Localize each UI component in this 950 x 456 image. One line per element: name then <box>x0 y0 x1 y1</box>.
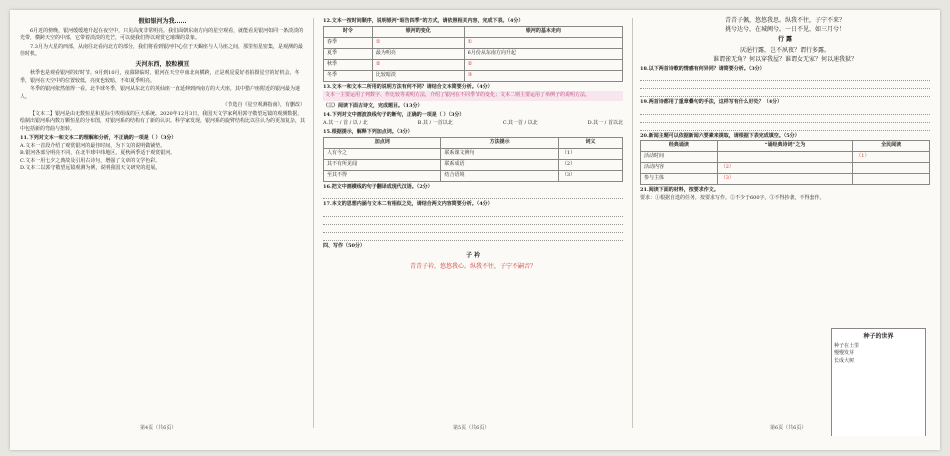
paragraph: 冬季的银河依然值得一看。北半球冬季，银河从东北方的英仙座一直延伸到西南方的大犬座，其中猎户座附近的银河最为迷人。 <box>20 86 301 100</box>
answer-field[interactable]: ③ <box>464 70 622 81</box>
section-heading: 天河东西，胶粒横亘 <box>135 60 190 68</box>
question-21: 21.阅读下面的材料，按要求作文。 <box>640 187 719 193</box>
page-number: 第5页（共6页） <box>453 424 490 431</box>
table-cell: 结合语境 <box>441 170 558 181</box>
poem-subtitle: 行 露 <box>777 36 793 43</box>
paragraph: 7.3月为大星的西部，从南往北看向北方的部分，我们将看到银河中心位于天蝎座与人马座之间，那里恒星密集，是观测的最佳时机。 <box>20 43 303 57</box>
figure-line: 长成大树 <box>834 357 855 364</box>
table-cell: 6月份从东南方向升起 <box>464 48 622 59</box>
table-cell: 参与主体 <box>641 174 718 185</box>
option-b[interactable]: B.其 / 一首以北 <box>417 119 453 126</box>
question-20: 20.新闻主题可以依据新闻六要素来提取，请根据下表完成填空。（5分） <box>640 132 800 139</box>
option-c[interactable]: C.文本一用七夕之典故及引用古诗句，增强了文章的文学色彩。 <box>20 157 161 164</box>
answer-field[interactable]: （2） <box>558 159 622 170</box>
answer-lines[interactable] <box>323 191 623 199</box>
answer-lines[interactable] <box>323 209 623 241</box>
table-header: 全民阅读 <box>853 141 930 152</box>
answer-lines[interactable] <box>640 107 930 131</box>
table-cell <box>717 152 853 163</box>
table-header: 方法提示 <box>441 137 558 148</box>
table-cell: 秋季 <box>324 59 373 70</box>
question-19: 19.两首诗都用了重章叠句的手法，这样写有什么好处？（4分） <box>640 99 783 105</box>
table-header: 词义 <box>558 137 622 148</box>
table-words <box>323 137 623 182</box>
source-note: （节选自《星空观测指南》，有删改） <box>222 102 305 108</box>
question-14: 14.下列对文中画波浪线句子的断句，正确的一项是（ ）（3分） <box>323 112 465 118</box>
table-cell: 活动时间 <box>641 152 718 163</box>
page-number: 第6页（共6页） <box>770 424 807 431</box>
poem-line: 青青子衿，悠悠我心。纵我不往，子宁不嗣音？ <box>409 262 536 270</box>
article-title: 假如银河为我…… <box>138 18 187 25</box>
column-2 <box>323 16 623 436</box>
option-a[interactable]: A.其一 / 首 / 以 / 北 <box>323 119 368 126</box>
answer-field[interactable]: ② <box>464 59 622 70</box>
page-number: 第4页（共6页） <box>140 424 177 431</box>
answer-field[interactable]: ① <box>464 37 622 48</box>
figure-box <box>831 328 926 436</box>
table-header: “诵经典诗词”之为 <box>717 141 853 152</box>
question-16: 16.把文中画横线的句子翻译成现代汉语。（2分） <box>323 183 433 190</box>
answer-field[interactable]: ① <box>372 37 464 48</box>
table-cell: 联系课文例句 <box>441 148 558 159</box>
table-seasons <box>323 26 623 82</box>
section-3-title: （三）阅读下面古诗文，完成题目。（13分） <box>323 102 423 109</box>
question-17: 17.本文的思想内涵与文本二有相似之处，请结合两文内容简要分析。（4分） <box>323 201 493 207</box>
answer-field[interactable]: （3） <box>717 174 853 185</box>
answer-field[interactable]: （2） <box>717 163 853 174</box>
table-cell: 其不有所见闻 <box>324 159 441 170</box>
question-12: 12.文本一按时间顺序，说明银河“昭告四季”的方式，请依照相关内容，完成下表。（4分） <box>323 18 524 24</box>
column-divider <box>313 18 314 428</box>
poem-line: 谁谓雀无角？何以穿我屋？谁谓女无家？何以速我狱？ <box>712 55 857 63</box>
table-header: 时令 <box>324 26 373 37</box>
figure-title: 种子的世界 <box>863 333 894 340</box>
option-b[interactable]: B.银河各部分明亮不同，在北半球中纬地区，夏秋两季适于观赏银河。 <box>20 150 176 156</box>
paragraph: 秋季也是观看银河的好时节。9月到10月，夜幕降临时，银河在天空中南北向横跨，正是观星爱好者拍摄星空的好机会。冬季，银河在天空中的位置较低，亮度也较暗，不如夏季明亮。 <box>20 70 300 84</box>
table-cell: 冬季 <box>324 70 373 81</box>
figure-line: 慢慢发芽 <box>834 350 855 356</box>
answer-field[interactable]: （1） <box>853 152 930 163</box>
figure-line: 种子在土里 <box>834 342 860 349</box>
poem-title: 子 衿 <box>465 252 481 259</box>
option-d[interactable]: D.文本二以郭守敬望远镜观测为例，说明我国天文研究的进展。 <box>20 165 161 171</box>
section-4-title: 四、写作（50分） <box>323 242 365 249</box>
table-cell: 活动内容 <box>641 163 718 174</box>
poem-line: 青青子佩，悠悠我思。纵我不往，子宁不来？ <box>724 17 845 24</box>
question-13: 13.文本一和文本二所用的说明方法有何不同？请结合文本简要分析。（4分） <box>323 83 493 90</box>
table-cell: 比较暗淡 <box>372 70 464 81</box>
essay-requirements: 要求：①根据自选的任务，按要求写作。②不少于600字。③不得抄袭，不得套作。 <box>640 194 825 201</box>
question-11: 11.下列对文本一和文本二的理解和分析，不正确的一项是（ ）（3分） <box>20 135 177 141</box>
table-news <box>640 140 930 185</box>
answer-field[interactable]: （3） <box>558 170 622 181</box>
material-two: 【文本二】银河是由无数恒星和星际尘埃组成的巨大系统。2020年12月3日，我国天文学家利用郭守敬望远镜的观测数据，绘制出银河系内数万颗恒星的分布图，对银河系的结构有了新的认识。科学家发现，银河系的旋臂结构比以往认为的更加复杂，其中包括新的弯曲与扭转。 <box>20 110 305 132</box>
poem-line: 挑兮达兮，在城阙兮。一日不见，如三月兮！ <box>724 26 845 33</box>
table-cell <box>853 163 930 174</box>
option-c[interactable]: C.其一首 / 以北 <box>502 119 538 126</box>
table-cell: 夏季 <box>324 48 373 59</box>
answer-lines[interactable] <box>640 73 930 97</box>
answer-13: 文本一主要运用了列数字、作比较等说明方法，介绍了银河在不同季节的变化；文本二则主要运用了举例子的说明方法。 <box>323 91 623 101</box>
poem-line: 厌浥行露，岂不夙夜？谓行多露。 <box>739 46 830 54</box>
question-15: 15.根据提示，解释下列加点词。（3分） <box>323 129 413 135</box>
table-cell: 春季 <box>324 37 373 48</box>
answer-field[interactable]: （1） <box>558 148 622 159</box>
column-1 <box>20 16 305 436</box>
table-header: 经典诵读 <box>641 141 718 152</box>
table-cell: 最为明亮 <box>372 48 464 59</box>
paragraph: 6月近的傍晚，银河缓缓地升起在夜空中，只见高度非常明亮。我们面朝东南方向的星空观看，就能看见银河如同一条淡淡的光带，横跨天空的中部，它带着淡淡的光芒，可以使我们得以观赏它璀璨的景象。 <box>20 27 304 41</box>
table-cell <box>853 174 930 185</box>
column-3 <box>640 16 930 436</box>
column-divider <box>632 18 633 428</box>
exam-sheet <box>10 10 940 450</box>
table-cell: 至其不得 <box>324 170 441 181</box>
table-header: 银河的变化 <box>372 26 464 37</box>
table-cell: 人有今之 <box>324 148 441 159</box>
table-cell: 联系成语 <box>441 159 558 170</box>
option-d[interactable]: D.其一 / 首以北 <box>587 119 623 126</box>
table-header: 加点词 <box>324 137 441 148</box>
answer-field[interactable]: ② <box>372 59 464 70</box>
table-header: 银河的基本走向 <box>464 26 622 37</box>
option-a[interactable]: A.文本一首段介绍了观赏银河的最佳时间，为下文的说明做铺垫。 <box>20 142 166 149</box>
question-18: 18.以下两首诗歌的情感有何异同？请简要分析。（3分） <box>640 65 765 72</box>
